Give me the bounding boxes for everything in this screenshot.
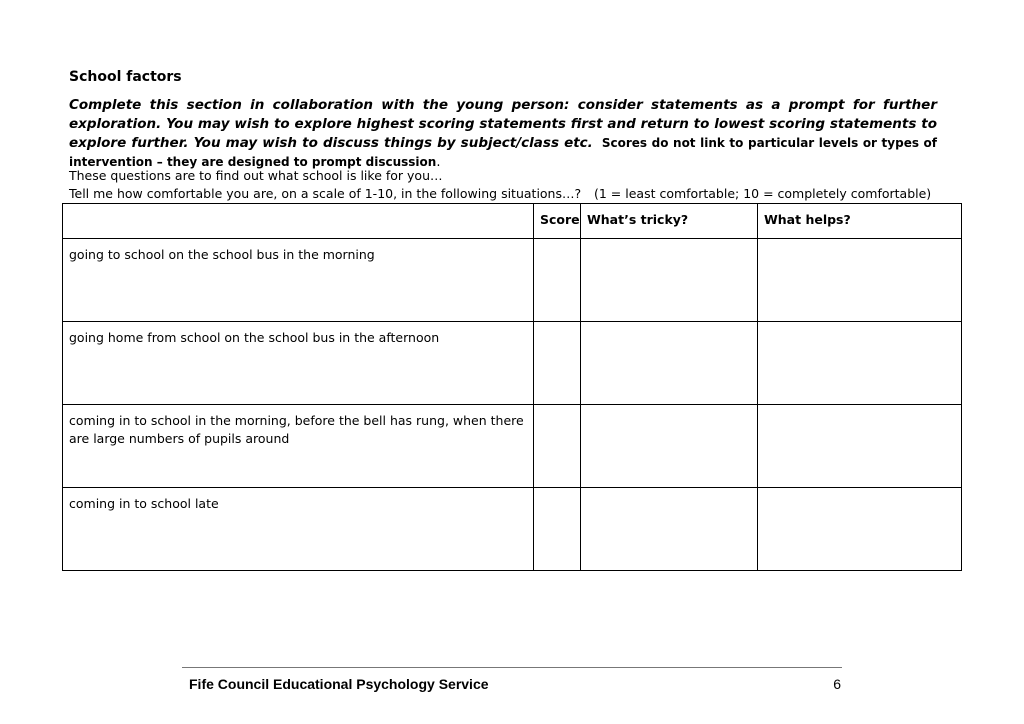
scale-instruction-line: [69, 186, 932, 201]
table-row: [63, 488, 962, 571]
helps-cell[interactable]: [758, 322, 962, 405]
tricky-cell[interactable]: [581, 239, 758, 322]
table-row: [63, 322, 962, 405]
statement-cell: going to school on the school bus in the morning: [63, 239, 534, 322]
instructions-bold: Scores do not link to particular levels or types of intervention – they are designed to prompt discussion: [69, 136, 938, 169]
scale-question: Tell me how comfortable you are, on a scale of 1-10, in the following situations…?: [69, 186, 582, 201]
instructions-italic: Complete this section in collaboration with the young person: consider statements as a prompt for further exploration. You may wish to explore highest scoring statements first and return to lowest scoring statements to explore further. You may wish to discuss things by subject/class etc.: [69, 97, 937, 151]
score-cell[interactable]: [534, 322, 581, 405]
tricky-cell[interactable]: [581, 405, 758, 488]
tricky-cell[interactable]: [581, 488, 758, 571]
helps-cell[interactable]: [758, 405, 962, 488]
score-cell[interactable]: [534, 405, 581, 488]
statement-cell: going home from school on the school bus in the afternoon: [63, 322, 534, 405]
score-cell[interactable]: [534, 239, 581, 322]
section-title: School factors: [69, 69, 182, 85]
helps-cell[interactable]: [758, 239, 962, 322]
header-tricky: What’s tricky?: [581, 204, 758, 239]
footer-organisation: Fife Council Educational Psychology Service: [189, 676, 489, 692]
questions-intro: These questions are to find out what school is like for you…: [69, 168, 443, 183]
footer-divider: [182, 667, 842, 668]
table-header-row: [63, 204, 962, 239]
instructions-end: .: [436, 155, 441, 170]
score-cell[interactable]: [534, 488, 581, 571]
table-row: [63, 405, 962, 488]
helps-cell[interactable]: [758, 488, 962, 571]
header-score: Score: [534, 204, 581, 239]
statement-cell: coming in to school in the morning, before the bell has rung, when there are large numbers of pupils around: [63, 405, 534, 488]
table-row: [63, 239, 962, 322]
page-number: 6: [833, 676, 841, 692]
school-factors-table: [62, 203, 962, 571]
scale-note: (1 = least comfortable; 10 = completely comfortable): [594, 186, 932, 201]
header-statement: [63, 204, 534, 239]
tricky-cell[interactable]: [581, 322, 758, 405]
instructions-paragraph: [69, 96, 937, 172]
statement-cell: coming in to school late: [63, 488, 534, 571]
header-helps: What helps?: [758, 204, 962, 239]
